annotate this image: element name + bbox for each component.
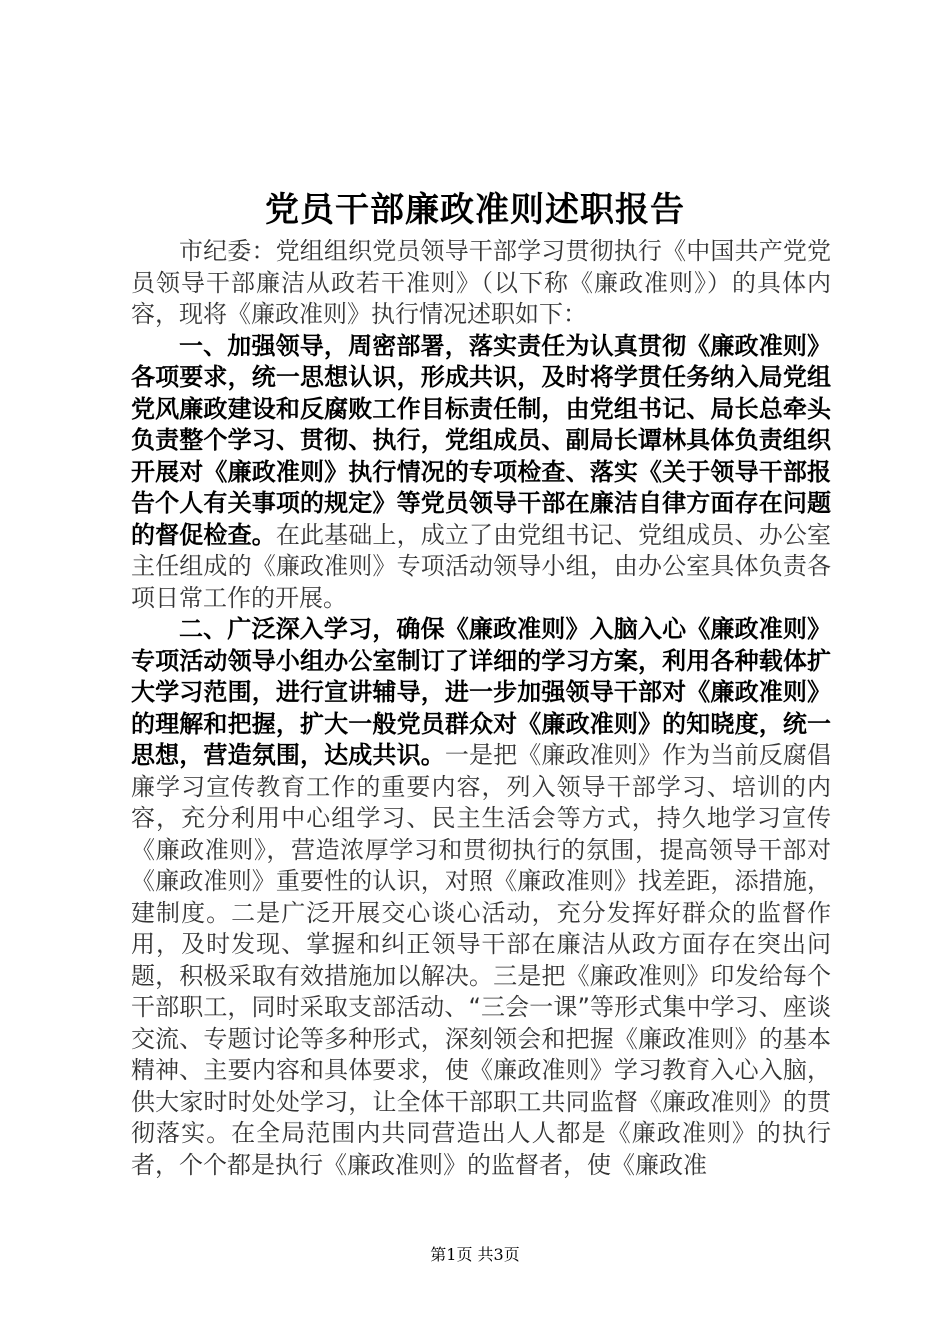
paragraph-text: 在此基础上，成立了由党组书记、党组成员、办公室主任组成的《廉政准则》专项活动领导小组，由办公室具体负责各项日常工作的开展。 — [131, 520, 832, 612]
page-footer: 第1页 共3页 — [430, 1245, 520, 1264]
section-heading-text: 二、广泛深入学习，确保《廉政准则》入脑入心《廉政准则》专项活动领导小组办公室制订了详细的学习方案，利用各种载体扩大学习范围，进行宣讲辅导，进一步加强领导干部对《廉政准则》的理解和把握，扩大一般党员群众对《廉政准则》的知晓度，统一思想，营造氛围，达成共识。 — [131, 615, 831, 769]
paragraph-section-two — [131, 614, 831, 1181]
document-body — [131, 236, 831, 1181]
paragraph-intro — [131, 236, 831, 331]
paragraph-text: 市纪委：党组组织党员领导干部学习贯彻执行《中国共产党党员领导干部廉洁从政若干准则》（以下称《廉政准则》）的具体内容，现将《廉政准则》执行情况述职如下： — [131, 237, 831, 328]
section-heading-text: 一、加强领导，周密部署，落实责任为认真贯彻《廉政准则》各项要求，统一思想认识，形成共识，及时将学贯任务纳入局党组党风廉政建设和反腐败工作目标责任制，由党组书记、局长总牵头负责整个学习、贯彻、执行，党组成员、副局长谭林具体负责组织开展对《廉政准则》执行情况的专项检查、落实《关于领导干部报告个人有关事项的规定》等党员领导干部在廉洁自律方面存在问题的督促检查。 — [131, 331, 831, 549]
document-title: 党员干部廉政准则述职报告 — [265, 190, 685, 230]
paragraph-text: 一是把《廉政准则》作为当前反腐倡廉学习宣传教育工作的重要内容，列入领导干部学习、培训的内容，充分利用中心组学习、民主生活会等方式，持久地学习宣传《廉政准则》，营造浓厚学习和贯彻执行的氛围，提高领导干部对《廉政准则》重要性的认识，对照《廉政准则》找差距，添措施，建制度。二是广泛开展交心谈心活动，充分发挥好群众的监督作用，及时发现、掌握和纠正领导干部在廉洁从政方面存在突出问题，积极采取有效措施加以解决。三是把《廉政准则》印发给每个干部职工，同时采取支部活动、“三会一课”等形式集中学习、座谈交流、专题讨论等多种形式，深刻领会和把握《廉政准则》的基本精神、主要内容和具体要求，使《廉政准则》学习教育入心入脑，供大家时时处处学习，让全体干部职工共同监督《廉政准则》的贯彻落实。在全局范围内共同营造出人人都是《廉政准则》的执行者，个个都是执行《廉政准则》的监督者，使《廉政准 — [131, 741, 832, 1179]
paragraph-section-one — [131, 331, 831, 615]
